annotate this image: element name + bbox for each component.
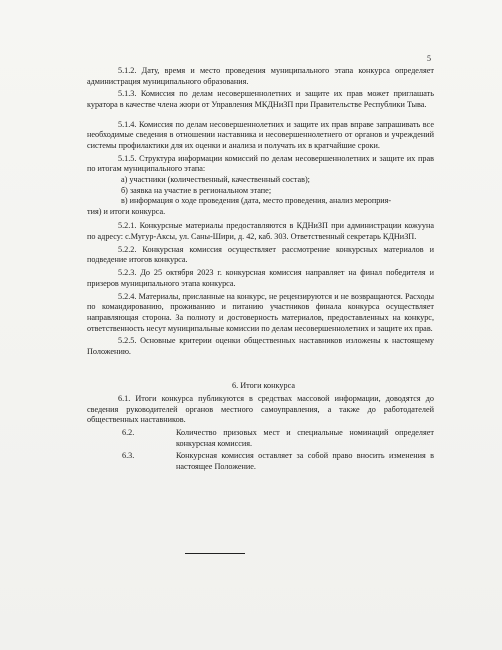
paragraph-5-2-1: 5.2.1. Конкурсные материалы предоставляются в КДНиЗП при администрации кожууна по адресу: с.Мугур-Аксы, ул. Саны-Шири, д. 42, каб. 303. Ответственный секретарь КДНиЗП. [87,221,434,241]
paragraph-5-2-2: 5.2.2. Конкурсная комиссия осуществляет рассмотрение конкурсных материалов и подведение итогов конкурса. [87,244,434,265]
list-item-b: б) заявка на участие в региональном этапе; [121,185,272,195]
paragraph-5-2-5: 5.2.5. Основные критерии оценки общественных наставников изложены к настоящему Положению. [87,336,434,357]
paragraph-6-1: 6.1. Итоги конкурса публикуются в средствах массовой информации, доводятся до сведения руководителей органов местного самоуправления, а также до работодателей общественных наставников. [87,394,434,425]
document-body [87,66,434,475]
item-number: 6.3. [122,451,135,461]
item-number: 6.2. [122,428,135,438]
item-text: Конкурсная комиссия оставляет за собой право вносить изменения в настоящее Положение. [176,451,434,472]
numbered-item-6-3 [87,451,434,472]
paragraph-5-1-5: 5.1.5. Структура информации комиссий по делам несовершеннолетних и защите их прав по итогам муниципального этапа: [87,153,434,174]
list-item-c: в) информация о ходе проведения (дата, место проведения, анализ мероприя- [121,196,392,206]
numbered-item-6-2 [87,428,434,449]
section-6-heading: 6. Итоги конкурса [232,380,295,390]
paragraph-5-2-3: 5.2.3. До 25 октября 2023 г. конкурсная комиссия направляет на финал победителя и призеров муниципального этапа конкурса. [87,268,434,288]
page-number: 5 [427,54,431,63]
paragraph-5-1-4: 5.1.4. Комиссия по делам несовершеннолетних и защите их прав вправе запрашивать все необходимые сведения в отношении наставника и несовершеннолетнего от органов и учреждений системы профилактики для их оценки и анализа и получать их в кратчайшие сроки. [87,119,434,150]
paragraph-5-1-3: 5.1.3. Комиссия по делам несовершеннолетних и защите их прав может приглашать куратора в качестве члена жюри от Управления МКДНиЗП при Правительстве Республики Тыва. [87,89,434,110]
list-tail: тия) и итоги конкурса. [87,206,166,216]
paragraph-5-1-2: 5.1.2. Дату, время и место проведения муниципального этапа конкурса определяет администрация муниципального образования. [87,66,434,86]
closing-divider-line [185,553,245,554]
item-text: Количество призовых мест и специальные номинаций определяет конкурсная комиссия. [176,428,434,448]
paragraph-5-2-4: 5.2.4. Материалы, присланные на конкурс, не рецензируются и не возвращаются. Расходы по командированию, проживанию и питанию участников финала конкурса осуществляет направляющая сторона. За полноту и достоверность материалов, предоставленных на конкурс, ответственность несут муниципальные комиссии по делам несовершеннолетних и защите их прав. [87,291,434,333]
list-item-a: а) участники (количественный, качественный состав); [121,174,310,184]
